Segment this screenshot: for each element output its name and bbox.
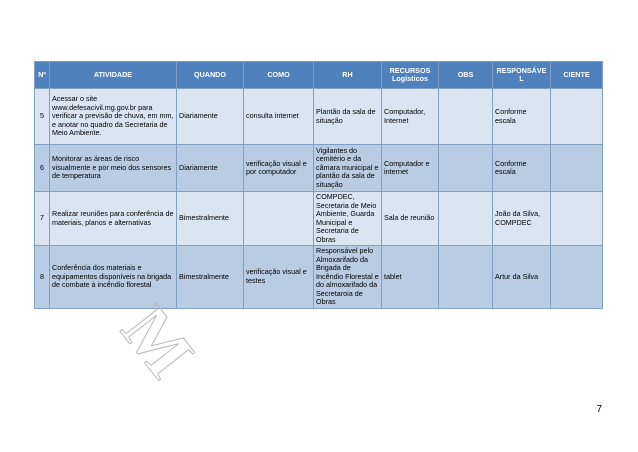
cell-rh: Vigilantes do cemitério e da câmara municipal e plantão da sala de situação [314,145,382,192]
cell-quando: Diariamente [177,89,244,145]
cell-num: 5 [35,89,50,145]
header-ciente: CIENTE [551,62,603,89]
cell-obs [439,89,493,145]
cell-obs [439,192,493,246]
cell-rh: COMPDEC, Secretaria de Meio Ambiente, Guarda Municipal e Secretaria de Obras [314,192,382,246]
table-row [35,145,603,192]
cell-quando: Bimestralmente [177,192,244,246]
header-responsavel: RESPONSÁVEL [493,62,551,89]
cell-num: 6 [35,145,50,192]
cell-responsavel: Conforme escala [493,145,551,192]
cell-como [244,192,314,246]
cell-atividade: Conferência dos materiais e equipamentos disponíveis na brigada de combate à incêndio florestal [50,246,177,309]
header-atividade: ATIVIDADE [50,62,177,89]
table-row [35,89,603,145]
cell-como: consulta internet [244,89,314,145]
header-recursos: RECURSOS Logísticos [382,62,439,89]
cell-responsavel: Conforme escala [493,89,551,145]
header-rh: RH [314,62,382,89]
cell-responsavel: Artur da Silva [493,246,551,309]
cell-num: 8 [35,246,50,309]
header-quando: QUANDO [177,62,244,89]
watermark: M [106,292,208,393]
cell-recursos: Computador, Internet [382,89,439,145]
table-header-row [35,62,603,89]
cell-como: verificação visual e por computador [244,145,314,192]
cell-recursos: tablet [382,246,439,309]
cell-atividade: Realizar reuniões para conferência de materiais, planos e alternativas [50,192,177,246]
cell-ciente [551,89,603,145]
header-obs: OBS [439,62,493,89]
header-como: COMO [244,62,314,89]
table-row [35,192,603,246]
cell-responsavel: João da Silva, COMPDEC [493,192,551,246]
cell-obs [439,246,493,309]
cell-atividade: Monitorar as áreas de risco visualmente e por meio dos sensores de temperatura [50,145,177,192]
cell-rh: Responsável pelo Almoxarifado da Brigada de Incêndio Florestal e do almoxarifado da Secretaroia de Obras [314,246,382,309]
cell-quando: Diariamente [177,145,244,192]
cell-quando: Bimestralmente [177,246,244,309]
table-row [35,246,603,309]
cell-recursos: Sala de reunião [382,192,439,246]
cell-num: 7 [35,192,50,246]
header-num: Nº [35,62,50,89]
cell-atividade: Acessar o site www.defesacivil.mg.gov.br para verificar a previsão de chuva, em mm, e anotar no quadro da Secretaria de Meio Ambiente. [50,89,177,145]
cell-recursos: Computador e internet [382,145,439,192]
cell-ciente [551,246,603,309]
cell-obs [439,145,493,192]
activities-table [34,61,603,309]
cell-ciente [551,145,603,192]
page-number: 7 [596,404,602,415]
cell-ciente [551,192,603,246]
cell-como: verificação visual e testes [244,246,314,309]
cell-rh: Plantão da sala de situação [314,89,382,145]
